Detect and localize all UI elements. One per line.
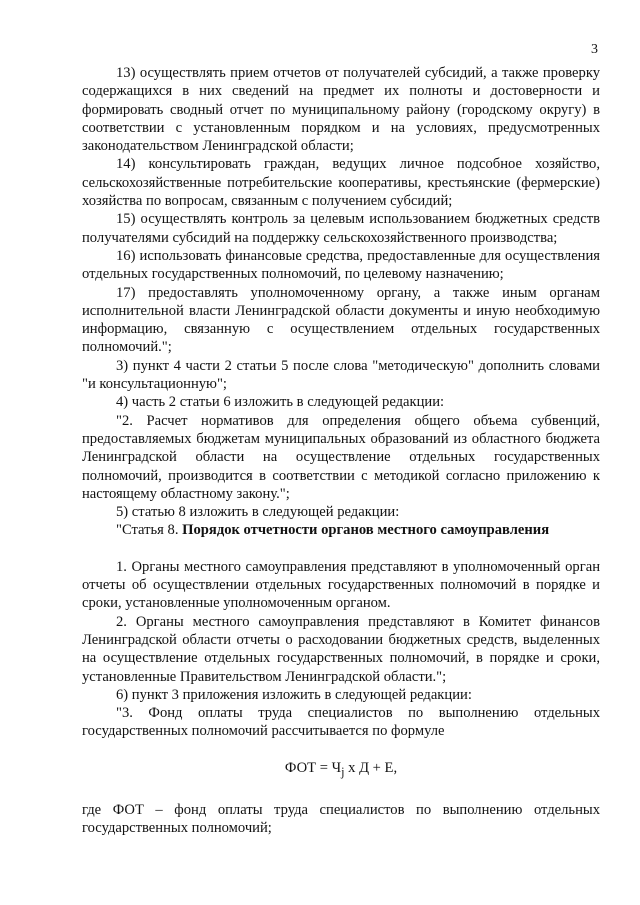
document-body	[82, 64, 600, 837]
paragraph-item-17: 17) предоставлять уполномоченному органу, а также иным органам исполнительной власти Ленинградской области документы и иную необходимую информацию, связанную с осуществлением отдельных государственных полномочий.";	[82, 284, 600, 356]
paragraph-item-15: 15) осуществлять контроль за целевым использованием бюджетных средств получателями субсидий на поддержку сельскохозяйственного производства;	[82, 211, 600, 246]
payroll-formula	[82, 759, 600, 781]
page-number: 3	[591, 42, 598, 57]
article-8-paragraph-2: 2. Органы местного самоуправления представляют в Комитет финансов Ленинградской области отчеты о расходовании бюджетных средств, выделенных на осуществление отдельных государственных полномочий, в порядке и сроки, установленные Правительством Ленинградской области.";	[82, 613, 600, 685]
paragraph-item-14: 14) консультировать граждан, ведущих личное подсобное хозяйство, сельскохозяйственные потребительские кооперативы, крестьянские (фермерские) хозяйства по вопросам, связанным с получением субсидий;	[82, 156, 600, 210]
article-6-part-2-text: "2. Расчет нормативов для определения общего объема субвенций, предоставляемых бюджетам муниципальных образований из областного бюджета Ленинградской области на осуществление отдельных государственных полномочий, производится в соответствии с методикой согласно приложению к настоящему областному закону.";	[82, 412, 600, 502]
paragraph-item-13: 13) осуществлять прием отчетов от получателей субсидий, а также проверку содержащихся в них сведений на предмет их полноты и достоверности и формировать сводный отчет по муниципальному району (городскому округу) в соответствии с установленным порядком и на условиях, предусмотренных законодательством Ленинградской области;	[82, 65, 600, 155]
article-8-heading-prefix: "Статья 8.	[116, 522, 183, 539]
amendment-4: 4) часть 2 статьи 6 изложить в следующей редакции:	[116, 394, 445, 411]
article-8-paragraph-1: 1. Органы местного самоуправления представляют в уполномоченный орган отчеты об осуществлении отдельных государственных полномочий в порядке и сроки, установленные уполномоченным органом.	[82, 558, 600, 612]
formula-definition: где ФОТ – фонд оплаты труда специалистов по выполнению отдельных государственных полномочий;	[82, 801, 600, 836]
formula-left: ФОТ = Ч	[284, 759, 342, 776]
amendment-6: 6) пункт 3 приложения изложить в следующей редакции:	[116, 686, 472, 703]
formula-subscript: j	[341, 764, 345, 779]
paragraph-item-16: 16) использовать финансовые средства, предоставленные для осуществления отдельных государственных полномочий, по целевому назначению;	[82, 247, 600, 283]
article-8-heading-title: Порядок отчетности органов местного самоуправления	[182, 522, 550, 539]
article-8-heading	[82, 521, 600, 539]
amendment-3: 3) пункт 4 части 2 статьи 5 после слова "методическую" дополнить словами "и консультационную";	[82, 357, 600, 393]
appendix-point-3-text: "3. Фонд оплаты труда специалистов по выполнению отдельных государственных полномочий рассчитывается по формуле	[82, 705, 600, 740]
amendment-5: 5) статью 8 изложить в следующей редакции:	[116, 504, 400, 521]
formula-right: х Д + Е,	[344, 759, 398, 776]
spacer	[82, 540, 600, 558]
